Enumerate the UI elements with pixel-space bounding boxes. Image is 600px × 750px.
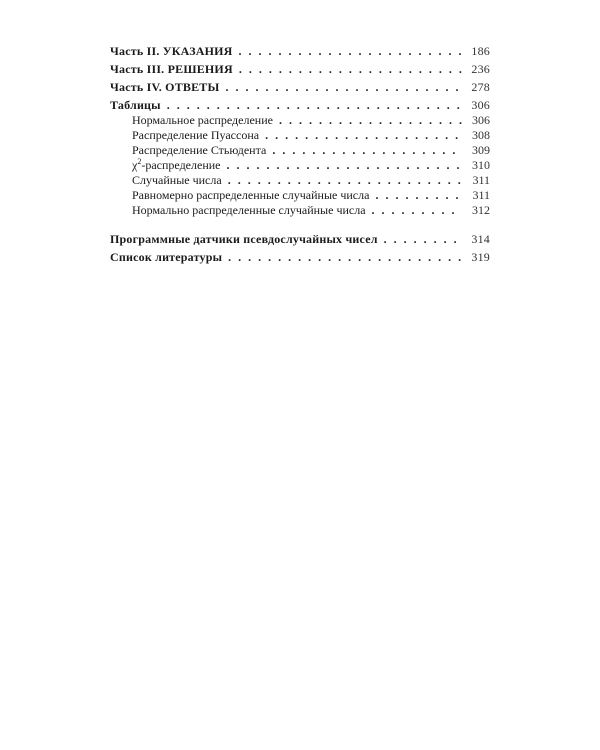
dot-leader <box>228 250 462 265</box>
toc-entry-page: 306 <box>472 113 490 127</box>
dot-leader <box>226 80 463 95</box>
toc-entry-title: Распределение Стьюдента <box>132 143 267 157</box>
toc-entry-random-numbers[interactable] <box>110 173 490 188</box>
dot-leader <box>239 62 462 77</box>
dot-leader <box>265 128 462 143</box>
dot-leader <box>279 113 462 128</box>
toc-entry-page: 309 <box>472 143 490 157</box>
toc-entry-title: Нормальное распределение <box>132 113 273 127</box>
dot-leader <box>272 143 462 158</box>
toc-entry-part-3[interactable] <box>110 62 490 77</box>
toc-entry-part-4[interactable] <box>110 80 490 95</box>
toc-entry-title: Нормально распределенные случайные числа <box>132 203 366 217</box>
toc-entry-page: 236 <box>471 62 490 76</box>
toc-entry-page: 186 <box>471 44 490 58</box>
toc-entry-title: Список литературы <box>110 250 223 264</box>
toc-entry-tables[interactable] <box>110 98 490 113</box>
toc-entry-student-distribution[interactable] <box>110 143 490 158</box>
toc-entry-title: Часть IV. ОТВЕТЫ <box>110 80 220 94</box>
dot-leader <box>239 44 462 59</box>
toc-entry-poisson-distribution[interactable] <box>110 128 490 143</box>
toc-entry-page: 310 <box>472 158 490 172</box>
dot-leader <box>167 98 462 113</box>
chi-symbol: χ <box>132 158 138 172</box>
toc-entry-title: Часть III. РЕШЕНИЯ <box>110 62 233 76</box>
toc-entry-literature[interactable] <box>110 250 490 265</box>
toc-entry-page: 314 <box>471 232 490 246</box>
toc-entry-page: 319 <box>471 250 490 264</box>
toc-entry-chi-square-distribution[interactable] <box>110 158 490 173</box>
dot-leader <box>228 173 462 188</box>
dot-leader <box>384 232 462 247</box>
toc-entry-normal-distribution[interactable] <box>110 113 490 128</box>
toc-entry-pseudo-random-generators[interactable] <box>110 232 490 247</box>
toc-entry-page: 311 <box>472 188 490 202</box>
toc-entry-title: Часть II. УКАЗАНИЯ <box>110 44 233 58</box>
toc-entry-page: 306 <box>471 98 490 112</box>
toc-entry-uniform-random-numbers[interactable] <box>110 188 490 203</box>
toc-entry-title: Программные датчики псевдослучайных чисел <box>110 232 378 246</box>
dot-leader <box>372 203 462 218</box>
toc-entry-title: Случайные числа <box>132 173 222 187</box>
toc-entry-title: Таблицы <box>110 98 161 112</box>
toc-entry-page: 311 <box>472 173 490 187</box>
toc-entry-normal-random-numbers[interactable] <box>110 203 490 218</box>
dot-leader <box>375 188 462 203</box>
toc-entry-title: Распределение Пуассона <box>132 128 260 142</box>
toc-entry-title: Равномерно распределенные случайные числа <box>132 188 370 202</box>
toc-entry-part-2[interactable] <box>110 44 490 59</box>
superscript-two: 2 <box>137 157 142 166</box>
chi-suffix: -распределение <box>141 158 221 172</box>
dot-leader <box>226 158 462 173</box>
table-of-contents <box>110 44 490 265</box>
toc-entry-title <box>132 158 226 173</box>
toc-entry-page: 308 <box>472 128 490 142</box>
toc-entry-page: 278 <box>471 80 490 94</box>
toc-entry-page: 312 <box>472 203 490 217</box>
